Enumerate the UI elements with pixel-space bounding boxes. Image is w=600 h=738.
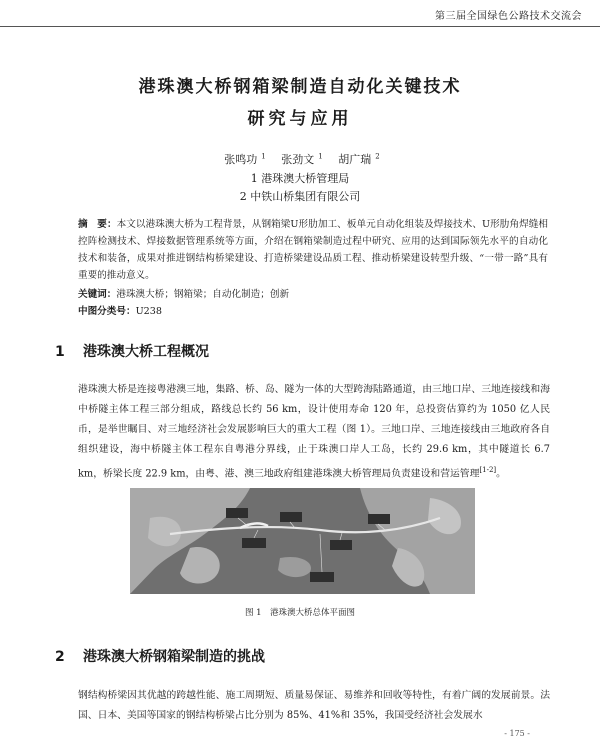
classification-label: 中图分类号： bbox=[78, 306, 136, 317]
aerial-map-graphic bbox=[130, 488, 475, 594]
author: 胡广瑞 $^2$ bbox=[338, 152, 380, 166]
affiliation-1: 1 港珠澳大桥管理局 bbox=[250, 172, 350, 185]
paper-title-line-1: 港珠澳大桥钢箱梁制造自动化关键技术 bbox=[138, 77, 462, 97]
affiliation-2: 2 中铁山桥集团有限公司 bbox=[239, 190, 361, 203]
section-number: 2 bbox=[55, 649, 65, 665]
author: 张鸣功 $^1$ bbox=[224, 152, 266, 166]
classification-text: U238 bbox=[135, 306, 162, 317]
keywords bbox=[78, 286, 548, 300]
section-1-paragraph: 港珠澳大桥是连接粤港澳三地，集路、桥、岛、隧为一体的大型跨海陆路通道，由三地口岸、三地连接线和海中桥隧主体工程三部分组成，路线总长约 56 km，设计使用寿命 120 年，总投资估算约为 1050 亿人民币，是举世瞩目、对三地经济社会发展影响巨大的重大工程（图 1）。三地口岸、三地连接线由三地政府各自组织建设，海中桥隧主体工程东自粤港分界线，止于珠澳口岸人工岛，长约 29.6 km，其中隧道长 6.7 km，桥梁长度 22.9 km，由粤、港、澳三地政府组建港珠澳大桥管理局负责建设和营运管理[1-2]。 bbox=[78, 384, 550, 480]
running-header-text: 第三届全国绿色公路技术交流会 bbox=[435, 11, 582, 22]
abstract bbox=[78, 216, 548, 284]
citation: [1-2] bbox=[479, 466, 497, 474]
keywords-text: 港珠澳大桥；钢箱梁；自动化制造；创新 bbox=[116, 289, 290, 300]
section-2-heading bbox=[55, 646, 265, 666]
section-2-paragraph: 钢结构桥梁因其优越的跨越性能、施工周期短、质量易保证、易维养和回收等特性，有着广阔的发展前景。法国、日本、美国等国家的钢结构桥梁占比分别为 85%、41%和 35%，我国受经济社会发展水 bbox=[78, 690, 550, 721]
section-number: 1 bbox=[55, 344, 65, 360]
section-title: 港珠澳大桥钢箱梁制造的挑战 bbox=[83, 649, 265, 665]
page-number: - 175 - bbox=[504, 729, 530, 738]
section-1-heading bbox=[55, 341, 209, 361]
abstract-text: 本文以港珠澳大桥为工程背景，从钢箱梁U形肋加工、板单元自动化组装及焊接技术、U形肋角焊缝相控阵检测技术、焊接数据管理系统等方面，介绍在钢箱梁制造过程中研究、应用的达到国际领先水平的自动化技术和装备，成果对推进钢结构桥梁建设、打造桥梁建设品质工程、推动桥梁建设转型升级、“一带一路”具有重要的推动意义。 bbox=[78, 219, 549, 281]
keywords-label: 关键词： bbox=[78, 289, 117, 300]
paper-title-line-2: 研究与应用 bbox=[247, 109, 353, 129]
abstract-label: 摘 要： bbox=[78, 219, 117, 230]
section-title: 港珠澳大桥工程概况 bbox=[83, 344, 209, 360]
author: 张劲文 $^1$ bbox=[281, 152, 323, 166]
figure-caption: 图 1 港珠澳大桥总体平面图 bbox=[244, 608, 356, 618]
running-header bbox=[0, 0, 600, 27]
author-list bbox=[0, 151, 600, 167]
classification-number bbox=[78, 303, 548, 317]
bridge-layout-aerial-image bbox=[130, 488, 475, 594]
